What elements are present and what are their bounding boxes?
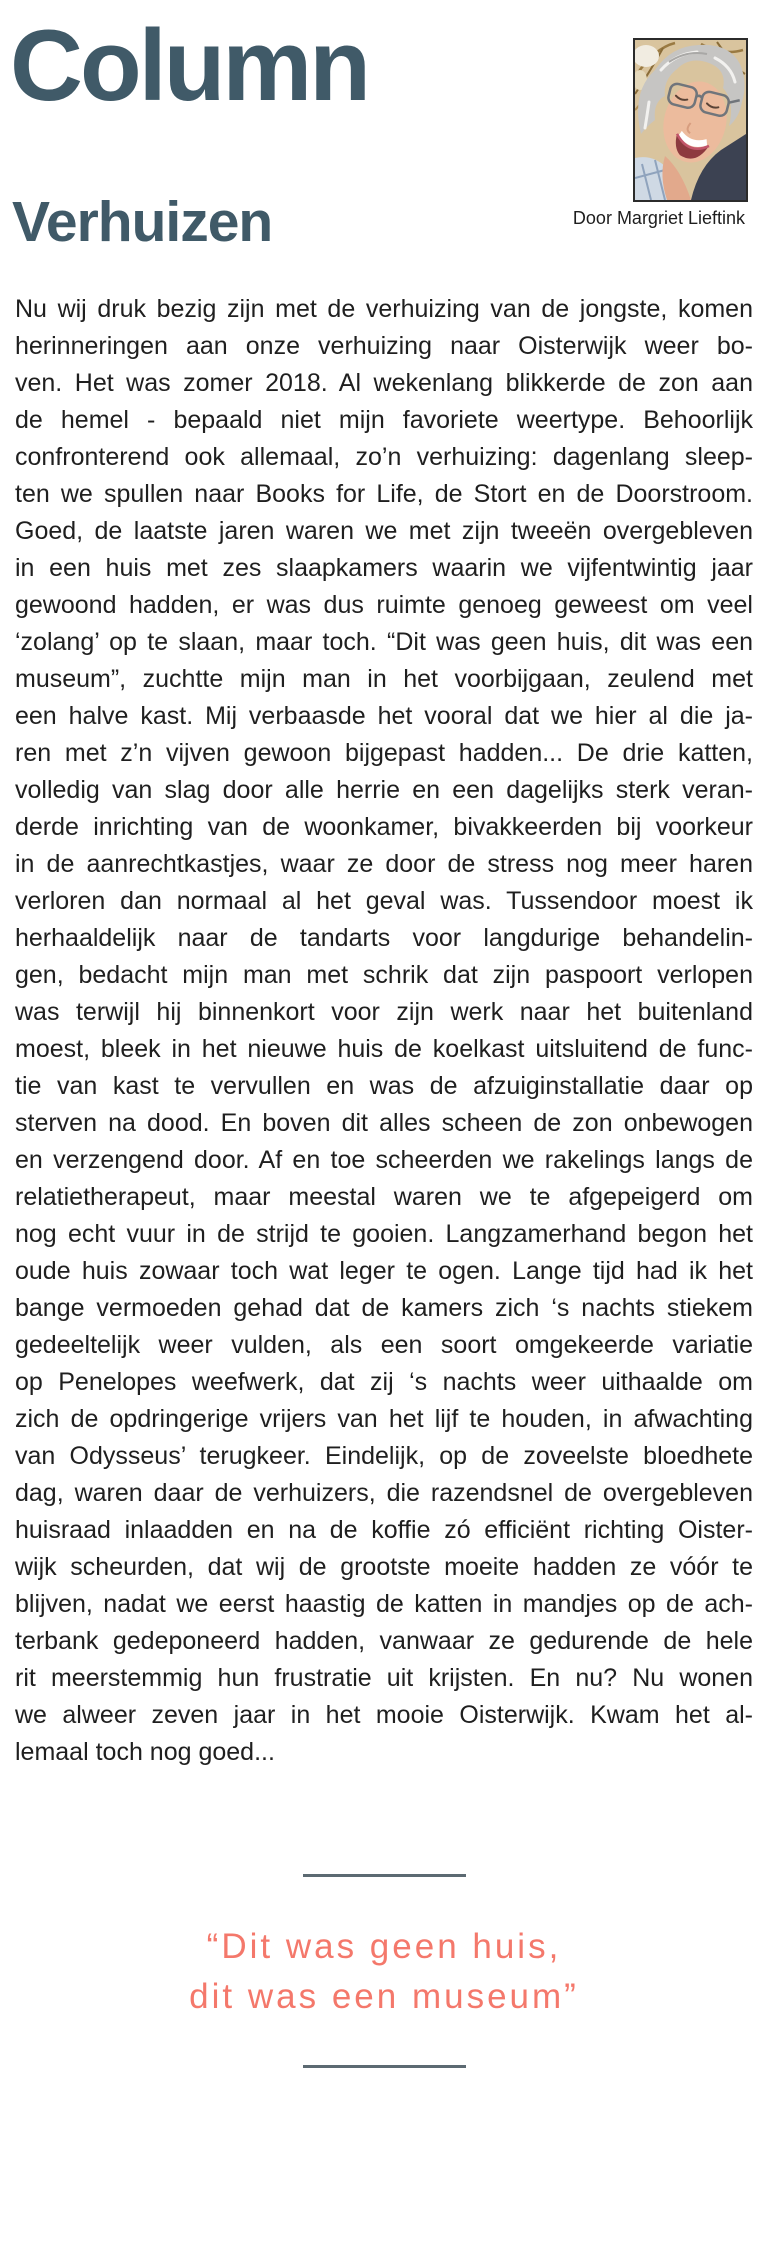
body-line: confronterend ook allemaal, zo’n verhuizing: dagenlang sleep- [15, 443, 753, 471]
body-line: tie van kast te vervullen en was de afzuiginstallatie daar op [15, 1072, 753, 1100]
body-line: huisraad inlaadden en na de koffie zó efficiënt richting Oister- [15, 1516, 753, 1544]
body-line: ren met z’n vijven gewoon bijgepast hadden... De drie katten, [15, 739, 753, 767]
body-line: relatietherapeut, maar meestal waren we te afgepeigerd om [15, 1183, 753, 1211]
body-line: dag, waren daar de verhuizers, die razendsnel de overgebleven [15, 1479, 753, 1507]
page-title: Column [10, 10, 368, 122]
body-line: rit meerstemmig hun frustratie uit krijsten. En nu? Nu wonen [15, 1664, 753, 1692]
author-photo [633, 38, 748, 202]
body-line: en verzengend door. Af en toe scheerden we rakelings langs de [15, 1146, 753, 1174]
body-line: gewoond hadden, er was dus ruimte genoeg geweest om veel [15, 591, 753, 619]
body-line: terbank gedeponeerd hadden, vanwaar ze gedurende de hele [15, 1627, 753, 1655]
body-line: blijven, nadat we eerst haastig de katten in mandjes op de ach- [15, 1590, 753, 1618]
body-line: in de aanrechtkastjes, waar ze door de stress nog meer haren [15, 850, 753, 878]
body-line: gedeeltelijk weer vulden, als een soort omgekeerde variatie [15, 1331, 753, 1359]
body-line: herinneringen aan onze verhuizing naar Oisterwijk weer bo- [15, 332, 753, 360]
body-line: in een huis met zes slaapkamers waarin we vijfentwintig jaar [15, 554, 753, 582]
body-line: volledig van slag door alle herrie en een dagelijks sterk veran- [15, 776, 753, 804]
body-line: de hemel - bepaald niet mijn favoriete weertype. Behoorlijk [15, 406, 753, 434]
body-line: verloren dan normaal al het geval was. Tussendoor moest ik [15, 887, 753, 915]
body-line: op Penelopes weefwerk, dat zij ‘s nachts weer uithaalde om [15, 1368, 753, 1396]
body-line: moest, bleek in het nieuwe huis de koelkast uitsluitend de func- [15, 1035, 753, 1063]
body-line: bange vermoeden gehad dat de kamers zich ‘s nachts stiekem [15, 1294, 753, 1322]
body-line: was terwijl hij binnenkort voor zijn werk naar het buitenland [15, 998, 753, 1026]
column-subtitle: Verhuizen [12, 190, 273, 254]
body-line: Goed, de laatste jaren waren we met zijn tweeën overgebleven [15, 517, 753, 545]
portrait-image [635, 40, 746, 200]
body-line: ‘zolang’ op te slaan, maar toch. “Dit was geen huis, dit was een [15, 628, 753, 656]
body-line: derde inrichting van de woonkamer, bivakkeerden bij voorkeur [15, 813, 753, 841]
bottom-rule [303, 2065, 466, 2068]
pullquote [0, 1922, 768, 2022]
body-line: gen, bedacht mijn man met schrik dat zijn paspoort verlopen [15, 961, 753, 989]
body-line: lemaal toch nog goed... [15, 1738, 275, 1766]
body-line: ten we spullen naar Books for Life, de Stort en de Doorstroom. [15, 480, 753, 508]
byline: Door Margriet Lieftink [572, 208, 745, 228]
top-rule [303, 1874, 466, 1877]
body-line: zich de opdringerige vrijers van het lijf te houden, in afwachting [15, 1405, 753, 1433]
body-line: oude huis zowaar toch wat leger te ogen. Lange tijd had ik het [15, 1257, 753, 1285]
body-line: een halve kast. Mij verbaasde het vooral dat we hier al die ja- [15, 702, 753, 730]
body-line: we alweer zeven jaar in het mooie Oisterwijk. Kwam het al- [15, 1701, 753, 1729]
body-line: wijk scheurden, dat wij de grootste moeite hadden ze vóór te [15, 1553, 753, 1581]
body-line: herhaaldelijk naar de tandarts voor langdurige behandelin- [15, 924, 753, 952]
pullquote-line: dit was een museum” [189, 1977, 579, 2016]
pullquote-line: “Dit was geen huis, [206, 1927, 562, 1966]
body-line: ven. Het was zomer 2018. Al wekenlang blikkerde de zon aan [15, 369, 753, 397]
body-line: nog echt vuur in de strijd te gooien. Langzamerhand begon het [15, 1220, 753, 1248]
article-body [15, 291, 753, 1771]
pullquote-block [0, 1874, 768, 2068]
body-line: sterven na dood. En boven dit alles scheen de zon onbewogen [15, 1109, 753, 1137]
body-line: Nu wij druk bezig zijn met de verhuizing van de jongste, komen [15, 295, 753, 323]
body-line: van Odysseus’ terugkeer. Eindelijk, op de zoveelste bloedhete [15, 1442, 753, 1470]
body-line: museum”, zuchtte mijn man in het voorbijgaan, zeulend met [15, 665, 753, 693]
